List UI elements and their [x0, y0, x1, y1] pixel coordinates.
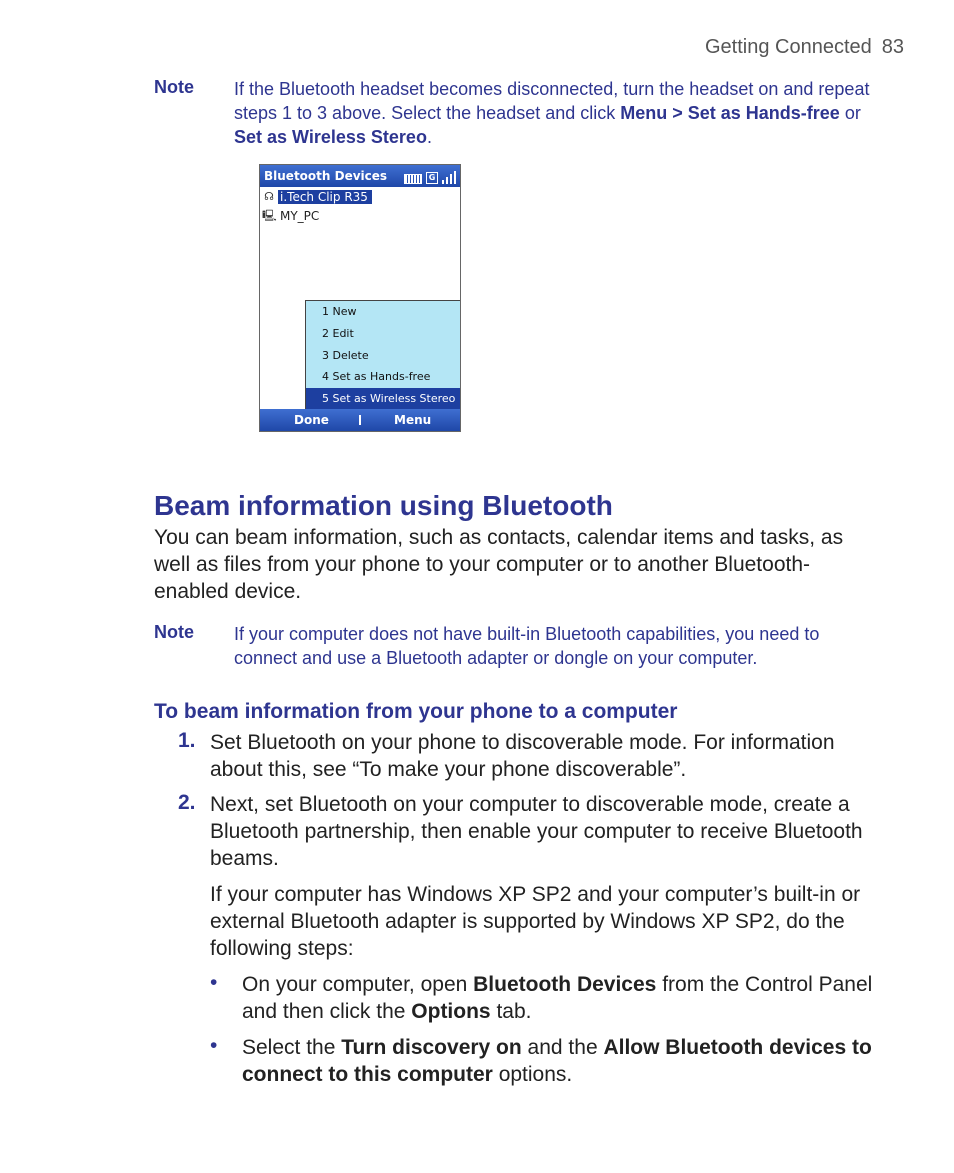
note-text: If your computer does not have built-in Bluetooth capabilities, you need to connect and use a Bluetooth adapter or dongle on your computer.: [234, 624, 820, 668]
bullet-bold-term: Options: [411, 1000, 491, 1023]
step-text: Next, set Bluetooth on your computer to discoverable mode, create a Bluetooth partnership, then enable your computer to receive Bluetooth beams.: [210, 793, 863, 870]
note-text: [234, 77, 884, 149]
headset-icon: ☊: [264, 190, 274, 203]
popup-menu: [305, 300, 460, 410]
bullet-text-part: Select the: [242, 1036, 342, 1059]
signal-bar-icon: [454, 171, 456, 184]
bullet-marker: •: [210, 971, 218, 994]
menu-item-set-hands-free[interactable]: 4 Set as Hands-free: [322, 370, 431, 384]
page-number: 83: [881, 36, 904, 58]
soft-key-bar: [260, 409, 460, 431]
step-text: Set Bluetooth on your phone to discoverable mode. For information about this, see “To make your phone discoverable”.: [210, 731, 835, 781]
note-label: Note: [154, 622, 194, 642]
menu-item-new[interactable]: 1 New: [322, 305, 357, 318]
note-label: Note: [154, 77, 194, 97]
note-text-part: If the Bluetooth headset becomes disconnected, turn the headset on and repeat steps 1 to 3 above. Select the headset and click: [234, 79, 870, 123]
bullet-bold-term: Allow Bluetooth devices to connect to this computer: [242, 1036, 872, 1086]
bullet-text-part: tab.: [490, 1000, 532, 1023]
bullet-text-part: from the Control Panel and then click the: [242, 973, 873, 1023]
header-section-title: Getting Connected: [704, 36, 872, 58]
signal-bar-icon: [442, 180, 444, 184]
signal-bar-icon: [450, 174, 452, 184]
note-bold-option: Set as Wireless Stereo: [234, 127, 427, 147]
bullet-text-part: and the: [521, 1036, 604, 1059]
bullet-text: [242, 1034, 882, 1088]
device-row-computer[interactable]: [262, 207, 323, 225]
device-row-headset[interactable]: [262, 188, 372, 206]
bullet-text-part: options.: [492, 1063, 573, 1086]
bullet-marker: •: [210, 1034, 218, 1057]
menu-item-edit[interactable]: 2 Edit: [322, 326, 354, 340]
network-icon: G: [426, 172, 438, 184]
running-header: [705, 36, 904, 59]
section-title: Beam information using Bluetooth: [154, 490, 613, 521]
status-icons: [404, 168, 456, 184]
menu-item-set-wireless-stereo[interactable]: 5 Set as Wireless Stereo: [306, 388, 460, 410]
step-number: 1.: [178, 729, 196, 752]
computer-icon: 🖳: [262, 209, 277, 222]
softkey-divider: [359, 415, 361, 425]
phone-title: Bluetooth Devices: [264, 169, 388, 183]
step-number: 2.: [178, 791, 196, 814]
bullet-bold-term: Bluetooth Devices: [473, 973, 657, 996]
bullet-text-part: On your computer, open: [242, 973, 474, 996]
note-text-part: .: [426, 127, 432, 147]
device-name: i.Tech Clip R35: [278, 190, 372, 204]
menu-item-delete[interactable]: 3 Delete: [322, 348, 369, 362]
signal-bar-icon: [446, 177, 448, 184]
done-softkey[interactable]: Done: [294, 413, 329, 427]
note-bold-menu-path: Menu > Set as Hands-free: [620, 103, 840, 123]
bullet-text: [242, 971, 882, 1025]
step-extra-paragraph: If your computer has Windows XP SP2 and your computer’s built-in or external Bluetooth adapter is supported by Windows XP SP2, do the following steps:: [210, 883, 861, 960]
bullet-bold-term: Turn discovery on: [341, 1036, 522, 1059]
phone-title-bar: [260, 165, 460, 187]
procedure-heading: To beam information from your phone to a computer: [154, 700, 678, 723]
menu-softkey[interactable]: Menu: [394, 413, 432, 427]
device-name: MY_PC: [280, 209, 320, 223]
note-text-part: or: [839, 103, 861, 123]
phone-screenshot: [259, 164, 461, 432]
intro-paragraph: You can beam information, such as contacts, calendar items and tasks, as well as files from your phone to your computer or to another Bluetooth-enabled device.: [154, 526, 844, 603]
battery-icon: [404, 174, 422, 184]
